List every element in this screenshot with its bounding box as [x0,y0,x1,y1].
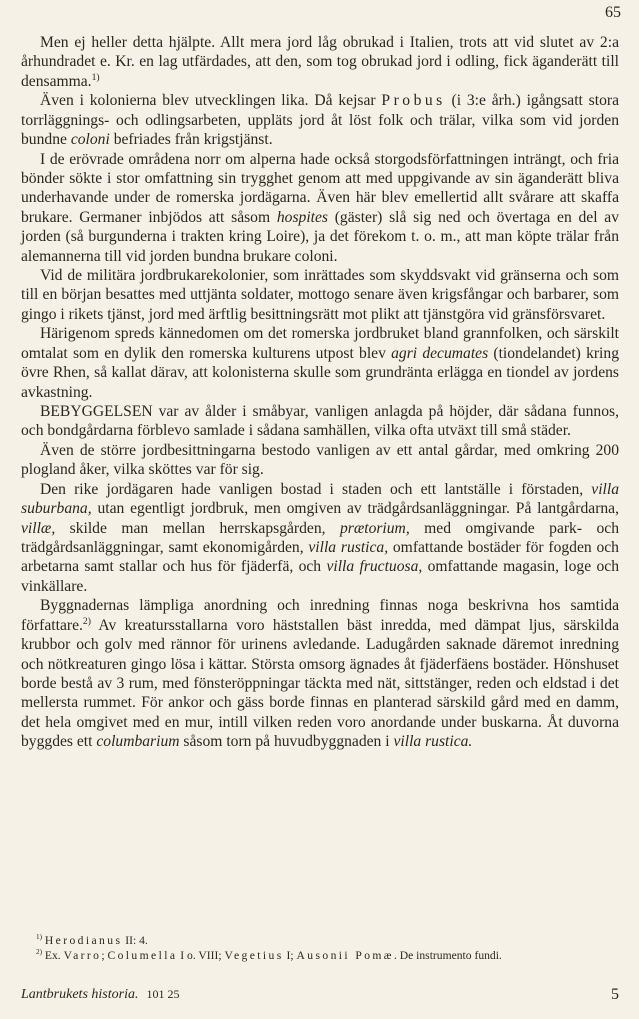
paragraph [21,480,619,597]
spaced-name: Herodianus [44,934,123,947]
text-run: utan egentligt jordbruk, men omgiven av trädgårdsanläggningar. På lantgårdarna, [91,500,619,518]
paragraph [21,596,619,751]
italic-term: hospites [276,208,328,226]
italic-term: agri decumates [391,344,489,362]
text-run: Av kreatursstallarna voro häststallen bäst inredda, med dämpat ljus, särskilda krubbor och golv med rännor för urinens avledande. Ladugården saknade däremot inredning och nötkreaturen gingo lösa i kättar. Största omsorg ägnades åt fjäderfäens bostäder. Hönshuset borde bestå av 3 rum, med fönsteröppningar täckta med nät, sittstänger, reden och eldstad i det mellersta rummet. För ankor och gäss borde finnas en planterad särskild gård med en damm, det hela omgivet med en mur, intill vilken reden voro anordande under buskarna. Åt duvorna byggdes ett [21,616,619,751]
text-run: I; [283,949,297,962]
text-run: I o. VIII; [177,949,225,962]
footnote-marker: 1) [36,933,42,942]
text-run: Ex. [42,949,64,962]
text-run: (i 3:e årh.) igångsatt stora torrläggnings- och odlingsarbeten, uppläts jord åt löst folk och trälar, vilka som vid jorden bundne [21,92,619,149]
paragraph [21,441,619,480]
spaced-name: Columella [107,949,178,962]
text-run: befriades från krigstjänst. [109,131,273,149]
text-run: Även i kolonierna blev utvecklingen lika. Då kejsar [40,92,382,110]
spaced-name: Probus [381,92,446,110]
footer-title-text: Lantbrukets historia. [21,987,139,1002]
text-run: Även de större jordbesittningarna bestodo vanligen av ett antal gårdar, med omkring 200 plogland åker, vilka sköttes var för sig. [21,441,619,479]
text-run: BEBYGGELSEN var av ålder i småbyar, vanligen anlagda på höjder, där sådana funnos, och bondgårdarna förblevo samlade i sådana samhällen, vilka ofta utväxt till små städer. [21,403,619,440]
text-run: Men ej heller detta hjälpte. Allt mera jord låg obrukad i Italien, trots att vid slutet av 2:a århundradet e. Kr. en lag utfärdades, att den, som tog obrukad jord i odling, fick äganderätt till densamma. [21,34,619,90]
italic-term: villæ, [21,519,56,537]
footnote-marker: 2) [82,615,91,627]
footnote-marker: 2) [36,948,42,957]
footer-signature-code: 101 25 [146,987,180,1001]
body-text [21,33,619,752]
text-run: Den rike jordägaren hade vanligen bostad i staden och ett lantställe i förstaden, [40,480,592,498]
page-number: 65 [605,4,621,21]
footnotes [21,933,619,963]
text-run: (tiondelandet) kring övre Rhen, så kallat därav, att kolonisterna skulle som grundränta erlägga en tiondel av jordens avkastning. [21,344,619,401]
text-run: såsom torn på huvudbyggnaden i [179,733,394,751]
spaced-name: Ausonii Pomæ [296,949,394,962]
text-run: Byggnadernas lämpliga anordning och inredning finnas noga beskrivna hos samtida författare. [21,597,619,634]
footer-book-title [21,987,179,1002]
text-run: Härigenom spreds kännedomen om det romerska jordbruket bland grannfolken, och särskilt omtalat som en dylik den romerska kulturens utpost blev [21,325,619,362]
italic-term: coloni [70,131,110,149]
text-run: (gäster) slå sig ned och övertaga en del av jorden (så burgunderna i trakten kring Loire), ja det förekom t. o. m., att man köpte trälar från alemannerna till vid jorden bundna brukare coloni. [21,208,619,265]
italic-term: prætorium, [339,519,410,537]
footer-sheet-number: 5 [611,986,619,1003]
italic-term: villa rustica, [308,538,389,556]
text-run: omfattande magasin, loge och vinkällare. [21,558,619,595]
paragraph [21,33,619,91]
page-footer [21,987,619,1003]
text-run: ; [101,949,108,962]
footnote [21,948,619,963]
paragraph [21,150,619,267]
text-run: Vid de militära jordbrukarekolonier, som inrättades som skyddsvakt vid gränserna och som till en början besattes med uttjänta soldater, mottogo senare även krigsfångar och barbarer, som gingo i rikets tjänst, jord med ärftlig besittningsrätt mot plikt att tjänstgöra vid gränsförsvaret. [21,267,619,323]
footnote [21,933,619,948]
paragraph [21,324,619,402]
text-run: omfattande bostäder för fogden och arbetarna samt stallar och hus för fjäderfä, och [21,538,619,576]
text-run: II: 4. [122,934,148,947]
italic-term: villa suburbana, [21,480,619,518]
italic-term: columbarium [96,733,180,751]
spaced-name: Varro [63,949,102,962]
paragraph [21,91,619,149]
text-run: I de erövrade områdena norr om alperna hade också storgodsförfattningen inträngt, och fria bönder sökte i stor omfattning sin trygghet genom att med uppgivande av sin äganderätt bliva underhavande under de romerska jordägarna. Även här blev emellertid allt svårare att skaffa brukare. Germaner inbjödos att såsom [21,150,619,226]
spaced-name: Vegetius [224,949,284,962]
footnote-marker: 1) [91,71,100,83]
italic-term: villa rustica. [393,733,473,751]
text-run: . De instrumento fundi. [393,949,502,962]
text-run: med omgivande park- och trädgårdsanläggningar, samt ekonomigården, [21,519,619,556]
italic-term: villa fructuosa, [326,558,423,576]
paragraph [21,402,619,441]
paragraph [21,266,619,324]
text-run: skilde man mellan herrskapsgården, [55,519,340,537]
